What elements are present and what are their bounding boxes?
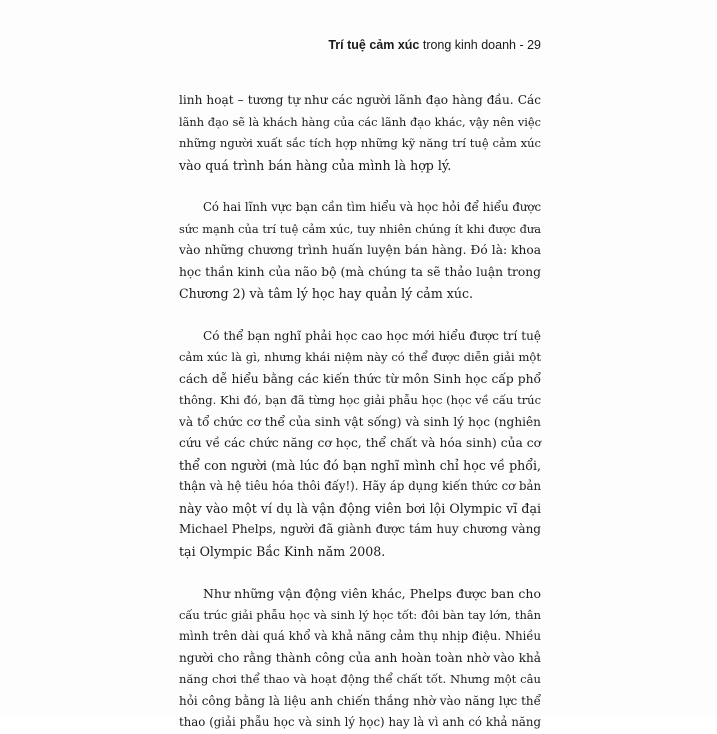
text-line: Như những vận động viên khác, Phelps được ban cho (203, 586, 541, 601)
text-line: cấu trúc giải phẫu học và sinh lý học tốt: đôi bàn tay lớn, thân (179, 607, 541, 622)
text-line: thể con người (mà lúc đó bạn nghĩ mình chỉ học về phổi, (179, 457, 541, 473)
text-line: thao (giải phẫu học và sinh lý học) hay là vì anh có khả năng (179, 715, 541, 729)
text-line: sức mạnh của trí tuệ cảm xúc, tuy nhiên chúng ít khi được đưa (179, 221, 541, 236)
body-text (179, 90, 541, 734)
text-line: hỏi công bằng là liệu anh chiến thắng nhờ vào năng lực thể (179, 693, 541, 708)
paragraph-2 (179, 197, 541, 305)
text-line: những người xuất sắc tích hợp những kỹ năng trí tuệ cảm xúc (179, 136, 541, 150)
text-line: Chương 2) và tâm lý học hay quản lý cảm xúc. (179, 286, 474, 301)
text-line: vào quá trình bán hàng của mình là hợp lý. (179, 157, 452, 173)
text-line: học thần kinh của não bộ (mà chúng ta sẽ thảo luận trong (179, 264, 541, 279)
text-line: năng chơi thể thao và hoạt động thể chất tốt. Nhưng một câu (179, 672, 541, 686)
text-line: vào những chương trình huấn luyện bán hàng. Đó là: khoa (179, 243, 541, 257)
text-line: cứu về các chức năng cơ học, thể chất và hóa sinh) của cơ (179, 436, 541, 450)
text-line: người cho rằng thành công của anh hoàn toàn nhờ vào khả (179, 650, 541, 665)
text-line: mình trên dài quá khổ và khả năng cảm thụ nhịp điệu. Nhiều (179, 629, 541, 643)
text-line: Michael Phelps, người đã giành được tám huy chương vàng (179, 522, 541, 536)
text-line: và tổ chức cơ thể của sinh vật sống) và sinh lý học (nghiên (179, 414, 541, 429)
text-line: cảm xúc là gì, nhưng khái niệm này có thể được diễn giải một (179, 350, 541, 364)
running-header (328, 38, 541, 52)
text-line: lãnh đạo sẽ là khách hàng của các lãnh đạo khác, vậy nên việc (179, 114, 541, 129)
text-line: Có hai lĩnh vực bạn cần tìm hiểu và học hỏi để hiểu được (203, 200, 541, 214)
header-subtitle: trong kinh doanh - 29 (419, 38, 541, 52)
text-line: linh hoạt – tương tự như các người lãnh đạo hàng đầu. Các (179, 93, 541, 107)
text-line: thận và hệ tiêu hóa thôi đấy!). Hãy áp dụng kiến thức cơ bản (179, 479, 541, 493)
text-line: Có thể bạn nghĩ phải học cao học mới hiểu được trí tuệ (203, 328, 541, 343)
text-line: thông. Khi đó, bạn đã từng học giải phẫu học (học về cấu trúc (179, 393, 541, 407)
paragraph-1 (179, 90, 541, 176)
paragraph-3 (179, 326, 541, 563)
text-line: này vào một ví dụ là vận động viên bơi lội Olympic vĩ đại (179, 500, 541, 516)
header-title: Trí tuệ cảm xúc (328, 38, 420, 52)
text-line: tại Olympic Bắc Kinh năm 2008. (179, 543, 386, 559)
text-line: cách dễ hiểu bằng các kiến thức từ môn Sinh học cấp phổ (179, 371, 541, 386)
paragraph-4 (179, 583, 541, 734)
